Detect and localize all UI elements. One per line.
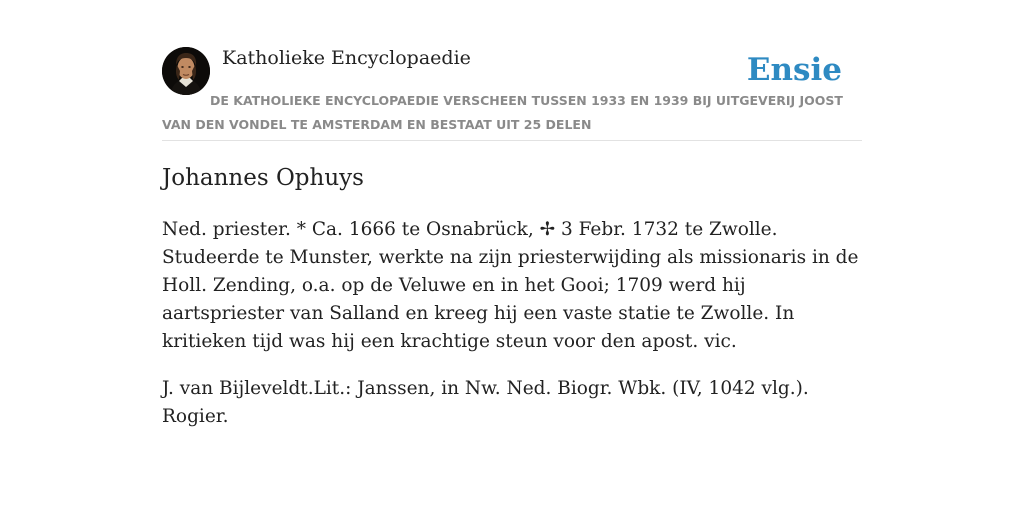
- site-title[interactable]: Katholieke Encyclopaedie: [222, 47, 471, 69]
- article-reference: J. van Bijleveldt.Lit.: Janssen, in Nw. Ned. Biogr. Wbk. (IV, 1042 vlg.). Rogier.: [162, 378, 809, 427]
- article-body: [162, 216, 862, 450]
- site-tagline: DE KATHOLIEKE ENCYCLOPAEDIE VERSCHEEN TUSSEN 1933 EN 1939 BIJ UITGEVERIJ JOOST VAN DEN VONDEL TE AMSTERDAM EN BESTAAT UIT 25 DELEN: [162, 93, 843, 132]
- article-paragraph: Ned. priester. * Ca. 1666 te Osnabrück, ✢ 3 Febr. 1732 te Zwolle. Studeerde te Munster, werkte na zijn priesterwijding als missionaris in de Holl. Zending, o.a. op de Veluwe en in het Gooi; 1709 werd hij aartspriester van Salland en kreeg hij een vaste statie te Zwolle. In kritieken tijd was hij een krachtige steun voor den apost. vic.: [162, 219, 859, 352]
- article-title: Johannes Ophuys: [162, 165, 364, 191]
- portrait-avatar-icon[interactable]: [162, 47, 210, 95]
- site-header: [162, 46, 862, 141]
- portrait-image: [162, 47, 210, 95]
- brand-logo-link[interactable]: Ensie: [746, 52, 842, 88]
